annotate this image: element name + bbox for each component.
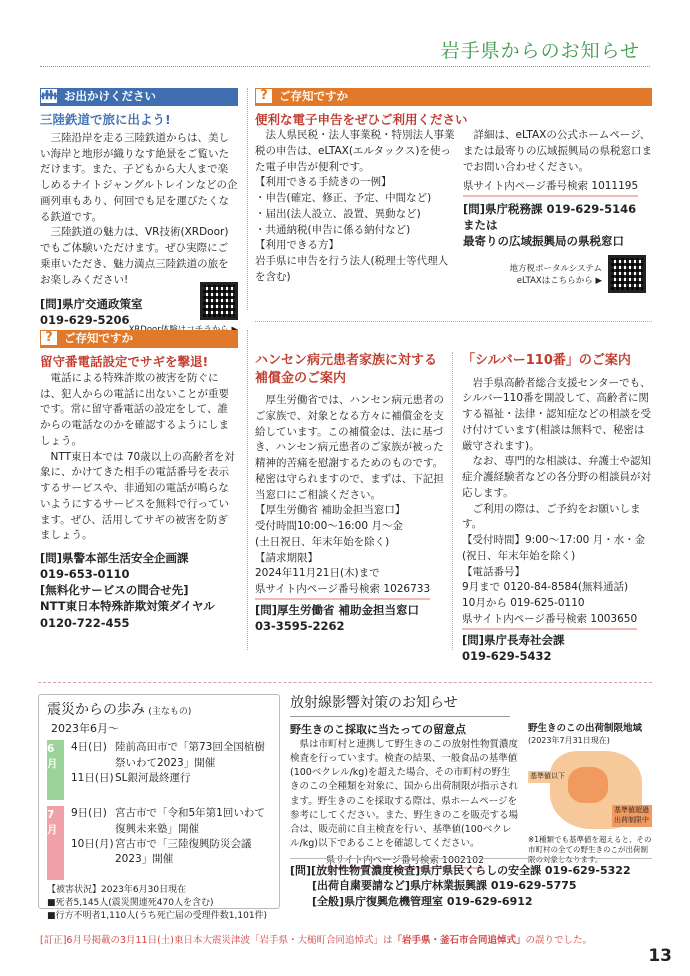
event-text: SL銀河最終運行 xyxy=(115,771,191,784)
quake-title-sub: (主なもの) xyxy=(148,707,192,717)
tel-line: 9月まで 0120-84-8584(無料通話) xyxy=(462,581,629,594)
correction-notice xyxy=(40,934,640,947)
page-header-title: 岩手県からのお知らせ xyxy=(440,40,640,62)
event-date: 10日(月) xyxy=(71,837,114,850)
restriction-map-panel xyxy=(528,722,652,865)
contact-phone: 0120-722-455 xyxy=(40,615,130,630)
radiation-section xyxy=(290,694,652,909)
method-item: ・共通納税(申告に係る納付など) xyxy=(255,223,411,236)
body-text: 岩手県高齢者総合支援センターでも、シルバー110番を開設して、高齢者に関する福祉・法律・認知症などの相談を受け付けています(相談は無料で、秘密は厳守されます)。 xyxy=(462,376,651,452)
restricted-area xyxy=(568,767,608,803)
damage-line: ■死者5,145人(震災関連死470人を含む) xyxy=(47,898,214,909)
body-text: 電話による特殊詐欺の被害を防ぐには、犯人からの電話に出ないことが重要です。常に留守番電話の設定をして、誰からの電話なのかを確認するようにしましょう。 xyxy=(40,371,229,447)
qr-caption xyxy=(510,263,602,287)
qr-caption-line: 地方税ポータルシステム xyxy=(509,264,602,275)
map-title: 野生きのこの出荷制限地域 xyxy=(528,723,643,734)
column-divider xyxy=(247,330,248,650)
category-bar xyxy=(40,330,238,348)
event-date: 11日(日) xyxy=(71,771,114,784)
contact-or: または xyxy=(463,218,498,233)
damage-heading: 【被害状況】2023年6月30日現在 xyxy=(47,885,187,896)
method-item: ・届出(法人設立、設置、異動など) xyxy=(255,207,421,220)
people-icon: 👪︎ xyxy=(40,87,58,103)
question-icon: ? xyxy=(255,88,273,104)
contact-label: [問]県庁税務課 019-629-5146 xyxy=(463,202,637,216)
hours: 【受付時間】9:00〜17:00 月・水・金 xyxy=(462,534,646,547)
event-text: 宮古市で「三陸復興防災会議2023」開催 xyxy=(115,837,252,866)
contact-label: [問][放射性物質濃度検査]県庁県民くらしの安全課 019-629-5322 xyxy=(290,864,631,877)
damage-line: ■行方不明者1,110人(うち死亡届の受理件数1,101件) xyxy=(47,910,268,921)
category-label: お出かけください xyxy=(58,88,238,104)
contact-label: [出荷自粛要請など]県庁林業振興課 019-629-5775 xyxy=(312,879,577,893)
body-text: 三陸鉄道の魅力は、VR技術(XRDoor)でもご体験いただけます。ぜひ実際にご乗車いただき、魅力満点三陸鉄道の旅をお楽しみください! xyxy=(40,226,229,286)
contact-label: [問]厚生労働省 補助金担当窓口 xyxy=(255,602,420,617)
page-search-number: 県サイト内ページ番号検索 1002102 xyxy=(326,854,484,869)
section-title: 三陸鉄道で旅に出よう! xyxy=(40,112,171,127)
page-search-number: 県サイト内ページ番号検索 1003650 xyxy=(462,612,637,630)
contact-label: [問]県庁長寿社会課 xyxy=(462,632,565,647)
body-text: ご利用の際は、ご予約をお願いします。 xyxy=(462,502,641,531)
month-block-july xyxy=(47,806,271,880)
qr-caption-line: eLTAXはこちらから ▶ xyxy=(516,276,602,287)
radiation-subtitle: 野生きのこ採取に当たっての留意点 xyxy=(290,723,466,736)
category-label: ご存知ですか xyxy=(58,330,238,346)
legend-below-standard: 基準値以下 xyxy=(528,771,567,783)
contact-phone: 019-629-5432 xyxy=(462,648,552,663)
contact-phone: 019-653-0110 xyxy=(40,567,130,582)
body-text: 厚生労働省では、ハンセン病元患者のご家族で、対象となる方々に補償金を支給しています。この補償金は、法に基づき、ハンセン病元患者のご家族が被った精神的苦痛を慰謝するためのものです。秘密は守られますので、まずは、下記担当窓口にご相談ください。 xyxy=(255,394,444,501)
tel-line: 10月から 019-625-0110 xyxy=(462,597,585,610)
section-title: 便利な電子申告をぜひご利用ください xyxy=(255,112,468,127)
column-divider xyxy=(452,352,453,650)
month-label: 7月 xyxy=(47,806,64,880)
section-sanriku-railway xyxy=(40,88,238,338)
section-answering-machine xyxy=(40,330,238,631)
section-title: 留守番電話設定でサギを撃退! xyxy=(40,354,209,369)
radiation-body: 県は市町村と連携して野生きのこの放射性物質濃度検査を行っています。検査の結果、一般食品の基準値(100ベクレル/kg)を超えた場合、その市町村の野生きのこの全種類を対象に、国から出荷制限が指示されます。野生きのこを採取する際は、県ホームページを参考にしてください。また、野生きのこを販売する場合は、販売前に自主検査を行い、基準値(100ベクレル/kg)以下であることを確認してください。 xyxy=(290,738,519,850)
section-silver-110 xyxy=(462,352,652,664)
category-bar xyxy=(40,88,238,106)
month-label: 6月 xyxy=(47,740,64,800)
question-icon: ? xyxy=(40,330,58,346)
event-text: 宮古市で「令和5年第1回いわて復興未来塾」開催 xyxy=(115,807,265,835)
event-text: 陸前高田市で「第73回全国植樹祭いわて2023」開催 xyxy=(115,741,265,769)
month-block-june xyxy=(47,740,271,800)
page-search-number: 県サイト内ページ番号検索 1011195 xyxy=(463,179,638,197)
page-number: 13 xyxy=(648,946,672,966)
quake-period: 2023年6月〜 xyxy=(51,721,119,735)
map-note: ※1種類でも基準値を超えると、その市町村の全ての野生きのこが出荷制限の対象となります。 xyxy=(528,834,652,865)
hours-note: (土日祝日、年末年始を除く) xyxy=(255,535,390,548)
deadline: 2024年11月21日(木)まで xyxy=(255,567,380,580)
quake-progress-box xyxy=(38,694,280,921)
hours-note: (祝日、年末年始を除く) xyxy=(462,549,576,562)
contact-phone: 03-3595-2262 xyxy=(255,618,345,633)
contact-label: [問]県警本部生活安全企画課 xyxy=(40,551,189,566)
method-item: ・申告(確定、修正、予定、中間など) xyxy=(255,192,432,204)
radiation-title: 放射線影響対策のお知らせ xyxy=(290,694,510,717)
contact-label-2: 最寄りの広域振興局の県税窓口 xyxy=(463,234,624,249)
event-date: 9日(日) xyxy=(71,807,107,820)
contact-label: [全般]県庁復興危機管理室 019-629-6912 xyxy=(312,894,533,908)
body-text: なお、専門的な相談は、弁護士や認知症介護経験者などの各分野の相談員が対応します。 xyxy=(462,455,651,499)
legend-restricted: 基準値超過出荷制限中 xyxy=(612,805,652,827)
methods-heading: 【利用できる手続きの一例】 xyxy=(255,176,392,189)
contact-label: NTT東日本特殊詐欺対策ダイヤル xyxy=(40,599,215,614)
who-heading: 【利用できる方】 xyxy=(255,239,339,252)
category-label: ご存知ですか xyxy=(273,88,652,104)
qr-code[interactable] xyxy=(200,282,238,320)
who-text: 岩手県に申告を行う法人(税理士等代理人を含む) xyxy=(255,255,449,283)
column-divider xyxy=(247,88,248,310)
page-search-number: 県サイト内ページ番号検索 1026733 xyxy=(255,582,430,600)
correction-suffix: の誤りでした。 xyxy=(525,935,593,946)
map-subtitle: (2023年7月31日現在) xyxy=(528,736,610,746)
section-title: ハンセン病元患者家族に対する補償金のご案内 xyxy=(255,353,438,386)
category-bar xyxy=(255,88,652,106)
bottom-divider xyxy=(38,682,652,683)
event-date: 4日(日) xyxy=(71,741,107,754)
contact-label: [問]県庁交通政策室 xyxy=(40,297,143,312)
section-hansen xyxy=(255,352,445,634)
contact-phone: 019-629-5206 xyxy=(40,313,130,328)
section-divider xyxy=(255,321,652,322)
section-title: 「シルバー110番」のご案内 xyxy=(462,353,631,368)
hours: 受付時間10:00〜16:00 月〜金 xyxy=(255,520,403,533)
header-divider xyxy=(40,66,650,67)
body-text: 法人県民税・法人事業税・特別法人事業税の申告は、eLTAX(エルタックス)を使った電子申告が便利です。 xyxy=(255,129,455,173)
tel-heading: 【電話番号】 xyxy=(462,565,525,578)
contact-label: [無料化サービスの問合せ先] xyxy=(40,583,189,598)
body-text: NTT東日本では 70歳以上の高齢者を対象に、かけてきた相手の電話番号を表示するサービスや、非通知の電話が鳴らないようにするサービスを無料で行っています。ぜひ、活用してサギの被害を防ぎましょう。 xyxy=(40,450,235,542)
qr-code[interactable] xyxy=(608,255,646,293)
section-eltax xyxy=(255,87,652,287)
correction-highlight: 「岩手県・釜石市合同追悼式」 xyxy=(392,935,526,946)
deadline-heading: 【請求期限】 xyxy=(255,551,318,564)
body-text: 詳細は、eLTAXの公式ホームページ、または最寄りの広域振興局の県税窓口までお問い合わせください。 xyxy=(463,129,652,173)
office-label: 【厚生労働省 補助金担当窓口】 xyxy=(255,504,406,517)
quake-title: 震災からの歩み xyxy=(47,702,145,718)
body-text: 三陸沿岸を走る三陸鉄道からは、美しい海岸と地形が織りなす絶景をご覧いただけます。また、子どもから大人まで楽しめるナイトジャングルトレインなどの企画列車もあり、何回でも足を運びたくなる鉄道です。 xyxy=(40,131,238,223)
correction-prefix: [訂正]6月号掲載の3月11日(土)東日本大震災津波「岩手県・大槌町合同追悼式」は xyxy=(40,935,393,946)
